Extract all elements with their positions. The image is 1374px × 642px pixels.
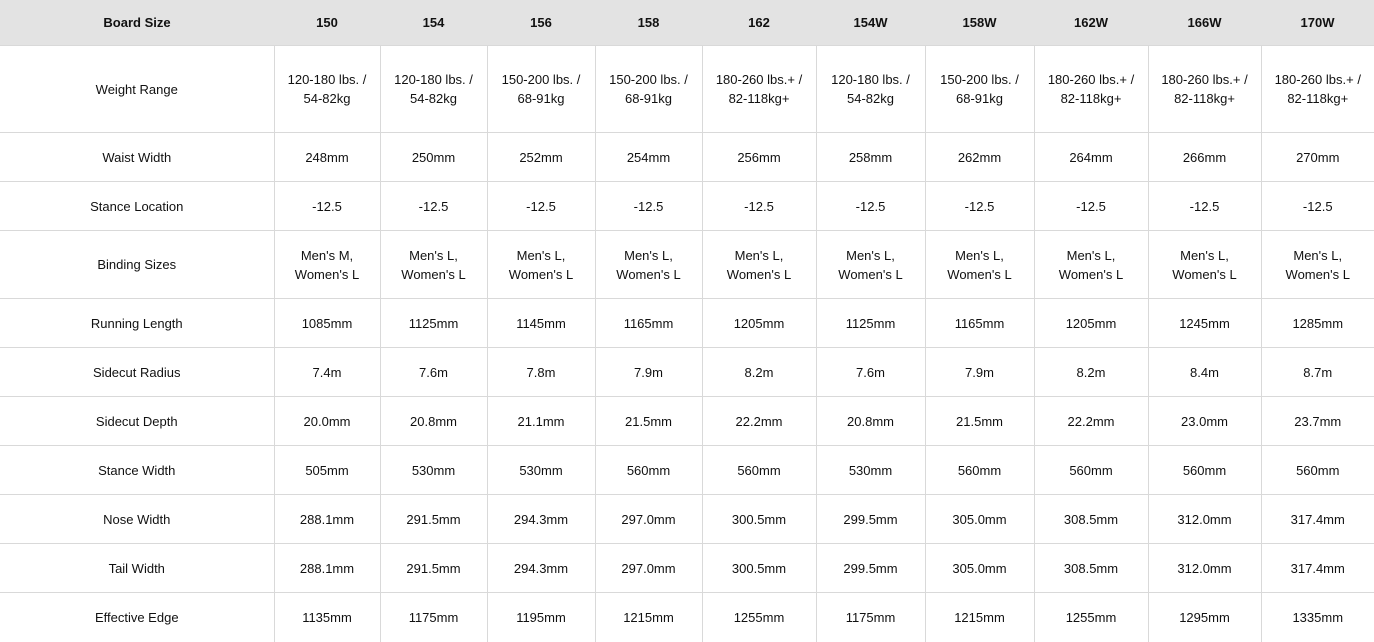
table-cell: -12.5 [380, 182, 487, 231]
table-cell: 1125mm [816, 299, 925, 348]
table-cell: 250mm [380, 133, 487, 182]
table-cell: 305.0mm [925, 544, 1034, 593]
table-cell: 1215mm [925, 593, 1034, 642]
table-cell: 150-200 lbs. / 68-91kg [487, 46, 595, 133]
table-row [0, 495, 1374, 544]
table-cell: 1165mm [595, 299, 702, 348]
table-cell: -12.5 [1034, 182, 1148, 231]
table-cell: 560mm [595, 446, 702, 495]
table-cell: 256mm [702, 133, 816, 182]
table-cell: 288.1mm [274, 495, 380, 544]
table-cell: 1135mm [274, 593, 380, 642]
row-label: Sidecut Radius [0, 348, 274, 397]
row-label: Stance Location [0, 182, 274, 231]
row-label: Weight Range [0, 46, 274, 133]
table-cell: Men's L, Women's L [1148, 231, 1261, 299]
table-cell: 120-180 lbs. / 54-82kg [274, 46, 380, 133]
table-cell: -12.5 [487, 182, 595, 231]
table-cell: Men's L, Women's L [816, 231, 925, 299]
table-cell: Men's L, Women's L [487, 231, 595, 299]
table-row [0, 133, 1374, 182]
row-label: Sidecut Depth [0, 397, 274, 446]
column-header: 150 [274, 0, 380, 46]
table-cell: 20.0mm [274, 397, 380, 446]
header-row [0, 0, 1374, 46]
table-cell: Men's L, Women's L [1261, 231, 1374, 299]
row-label: Nose Width [0, 495, 274, 544]
table-cell: 1295mm [1148, 593, 1261, 642]
table-cell: 505mm [274, 446, 380, 495]
table-cell: 7.8m [487, 348, 595, 397]
table-cell: 252mm [487, 133, 595, 182]
table-cell: 530mm [816, 446, 925, 495]
table-cell: 21.5mm [595, 397, 702, 446]
table-cell: 264mm [1034, 133, 1148, 182]
table-cell: 21.1mm [487, 397, 595, 446]
column-header: 156 [487, 0, 595, 46]
table-cell: -12.5 [702, 182, 816, 231]
row-label: Running Length [0, 299, 274, 348]
table-cell: 7.9m [925, 348, 1034, 397]
table-cell: 266mm [1148, 133, 1261, 182]
table-cell: Men's L, Women's L [595, 231, 702, 299]
table-cell: -12.5 [925, 182, 1034, 231]
table-cell: 7.6m [380, 348, 487, 397]
table-cell: 20.8mm [816, 397, 925, 446]
table-cell: 1145mm [487, 299, 595, 348]
table-cell: 1165mm [925, 299, 1034, 348]
table-cell: 300.5mm [702, 544, 816, 593]
table-cell: 8.2m [1034, 348, 1148, 397]
row-label: Effective Edge [0, 593, 274, 642]
column-header: 158W [925, 0, 1034, 46]
table-cell: Men's L, Women's L [925, 231, 1034, 299]
table-cell: 180-260 lbs.+ / 82-118kg+ [1261, 46, 1374, 133]
table-cell: 262mm [925, 133, 1034, 182]
table-cell: 560mm [1148, 446, 1261, 495]
table-cell: 1255mm [702, 593, 816, 642]
table-cell: 312.0mm [1148, 495, 1261, 544]
table-cell: Men's L, Women's L [1034, 231, 1148, 299]
table-row [0, 299, 1374, 348]
table-cell: 300.5mm [702, 495, 816, 544]
column-header: 162 [702, 0, 816, 46]
table-cell: 1125mm [380, 299, 487, 348]
table-cell: 560mm [1261, 446, 1374, 495]
table-cell: 7.9m [595, 348, 702, 397]
table-cell: 1215mm [595, 593, 702, 642]
table-cell: 291.5mm [380, 495, 487, 544]
table-cell: 20.8mm [380, 397, 487, 446]
table-cell: -12.5 [1148, 182, 1261, 231]
table-cell: 560mm [1034, 446, 1148, 495]
table-cell: 7.6m [816, 348, 925, 397]
header-label: Board Size [0, 0, 274, 46]
table-row [0, 446, 1374, 495]
row-label: Tail Width [0, 544, 274, 593]
table-row [0, 231, 1374, 299]
table-row [0, 182, 1374, 231]
table-cell: 1175mm [816, 593, 925, 642]
table-cell: 8.4m [1148, 348, 1261, 397]
table-cell: 308.5mm [1034, 544, 1148, 593]
row-label: Stance Width [0, 446, 274, 495]
table-cell: 23.7mm [1261, 397, 1374, 446]
table-cell: Men's L, Women's L [380, 231, 487, 299]
table-cell: 258mm [816, 133, 925, 182]
table-cell: 8.7m [1261, 348, 1374, 397]
table-cell: 1255mm [1034, 593, 1148, 642]
table-cell: 294.3mm [487, 495, 595, 544]
table-cell: 1335mm [1261, 593, 1374, 642]
table-cell: 248mm [274, 133, 380, 182]
table-cell: Men's L, Women's L [702, 231, 816, 299]
table-cell: 317.4mm [1261, 544, 1374, 593]
table-cell: 120-180 lbs. / 54-82kg [380, 46, 487, 133]
table-cell: 150-200 lbs. / 68-91kg [925, 46, 1034, 133]
table-row [0, 348, 1374, 397]
table-cell: 299.5mm [816, 544, 925, 593]
column-header: 162W [1034, 0, 1148, 46]
table-cell: 291.5mm [380, 544, 487, 593]
table-cell: 312.0mm [1148, 544, 1261, 593]
column-header: 154W [816, 0, 925, 46]
table-cell: 180-260 lbs.+ / 82-118kg+ [1148, 46, 1261, 133]
table-cell: 297.0mm [595, 544, 702, 593]
table-cell: 560mm [702, 446, 816, 495]
table-row [0, 544, 1374, 593]
table-cell: 288.1mm [274, 544, 380, 593]
table-cell: 1175mm [380, 593, 487, 642]
table-row [0, 397, 1374, 446]
table-cell: 308.5mm [1034, 495, 1148, 544]
table-cell: 21.5mm [925, 397, 1034, 446]
table-cell: 317.4mm [1261, 495, 1374, 544]
table-cell: 22.2mm [1034, 397, 1148, 446]
table-row [0, 593, 1374, 642]
table-cell: 297.0mm [595, 495, 702, 544]
table-cell: 305.0mm [925, 495, 1034, 544]
table-cell: 180-260 lbs.+ / 82-118kg+ [1034, 46, 1148, 133]
table-cell: 530mm [487, 446, 595, 495]
row-label: Binding Sizes [0, 231, 274, 299]
table-cell: 150-200 lbs. / 68-91kg [595, 46, 702, 133]
table-cell: 254mm [595, 133, 702, 182]
table-cell: 7.4m [274, 348, 380, 397]
column-header: 154 [380, 0, 487, 46]
table-cell: 1285mm [1261, 299, 1374, 348]
table-cell: -12.5 [274, 182, 380, 231]
table-cell: 270mm [1261, 133, 1374, 182]
table-cell: Men's M, Women's L [274, 231, 380, 299]
table-cell: 530mm [380, 446, 487, 495]
table-cell: 560mm [925, 446, 1034, 495]
table-cell: -12.5 [595, 182, 702, 231]
table-cell: 120-180 lbs. / 54-82kg [816, 46, 925, 133]
column-header: 158 [595, 0, 702, 46]
table-cell: -12.5 [1261, 182, 1374, 231]
table-cell: 22.2mm [702, 397, 816, 446]
table-cell: 8.2m [702, 348, 816, 397]
column-header: 170W [1261, 0, 1374, 46]
table-row [0, 46, 1374, 133]
table-cell: 1245mm [1148, 299, 1261, 348]
table-cell: 180-260 lbs.+ / 82-118kg+ [702, 46, 816, 133]
table-cell: 1205mm [1034, 299, 1148, 348]
table-cell: 294.3mm [487, 544, 595, 593]
table-cell: 299.5mm [816, 495, 925, 544]
table-cell: 1195mm [487, 593, 595, 642]
table-cell: 23.0mm [1148, 397, 1261, 446]
row-label: Waist Width [0, 133, 274, 182]
table-cell: -12.5 [816, 182, 925, 231]
column-header: 166W [1148, 0, 1261, 46]
table-cell: 1205mm [702, 299, 816, 348]
table-cell: 1085mm [274, 299, 380, 348]
